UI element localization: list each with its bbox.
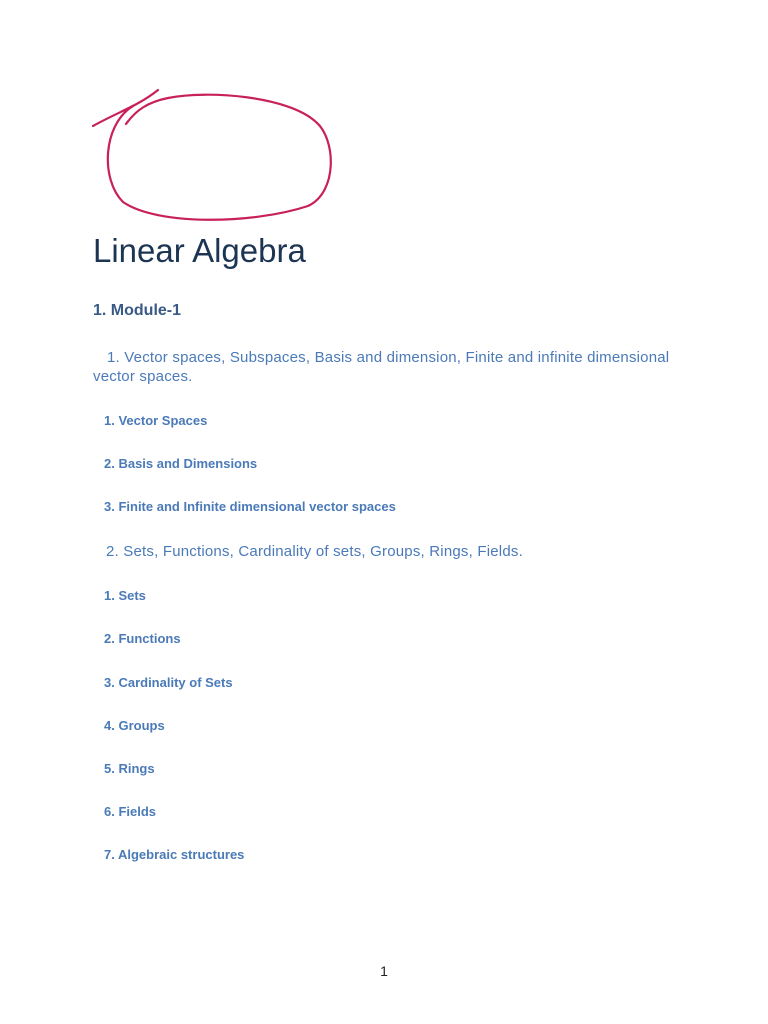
hand-drawn-circle-annotation <box>88 84 338 226</box>
list-item: 3. Finite and Infinite dimensional vector spaces <box>104 499 396 514</box>
list-item: 1. Vector Spaces <box>104 413 208 428</box>
module-heading: 1. Module-1 <box>93 302 182 319</box>
list-item: 7. Algebraic structures <box>104 847 245 862</box>
list-item: 4. Groups <box>104 718 165 733</box>
list-item: 2. Functions <box>104 631 181 646</box>
list-item: 3. Cardinality of Sets <box>104 675 233 690</box>
list-item: 5. Rings <box>104 761 155 776</box>
section-heading-2 <box>93 542 693 561</box>
list-item: 2. Basis and Dimensions <box>104 456 258 471</box>
section-heading-text: 1. Vector spaces, Subspaces, Basis and dimension, Finite and infinite dimensional vector spaces. <box>93 349 670 385</box>
document-title: Linear Algebra <box>93 232 306 269</box>
list-item: 6. Fields <box>104 804 157 819</box>
list-item: 1. Sets <box>104 588 146 603</box>
section-heading-1 <box>93 348 693 386</box>
section-heading-text: 2. Sets, Functions, Cardinality of sets, Groups, Rings, Fields. <box>106 543 523 560</box>
page-number: 1 <box>380 963 388 979</box>
